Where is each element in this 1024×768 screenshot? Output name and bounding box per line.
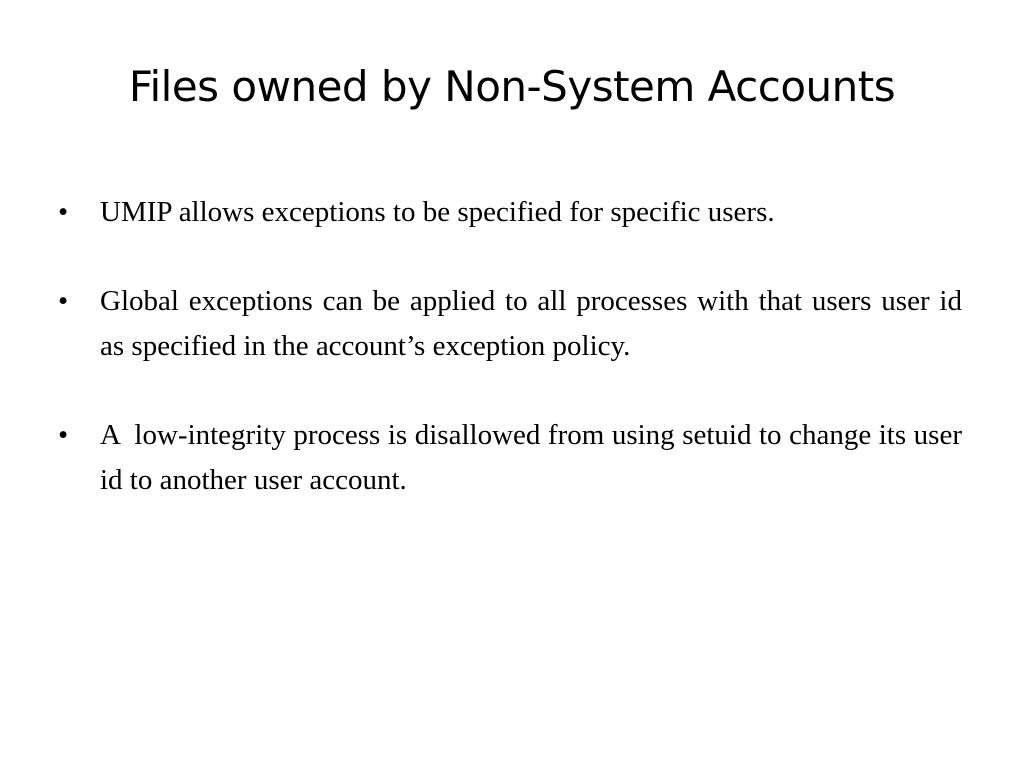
bullet-item: [58, 190, 962, 235]
bullet-list: [58, 190, 970, 547]
bullet-text: A low-integrity process is disallowed from using setuid to change its user id to another user account.: [100, 419, 970, 496]
bullet-icon: •: [58, 196, 69, 228]
bullet-icon: •: [58, 285, 69, 317]
slide-title: Files owned by Non-System Accounts: [128, 62, 896, 111]
bullet-item: [58, 413, 970, 503]
bullet-item: [58, 279, 962, 369]
bullet-text: Global exceptions can be applied to all processes with that users user id as specified in the account’s exception policy.: [100, 285, 962, 362]
bullet-icon: •: [58, 419, 69, 451]
bullet-text: UMIP allows exceptions to be specified for specific users.: [100, 196, 775, 228]
